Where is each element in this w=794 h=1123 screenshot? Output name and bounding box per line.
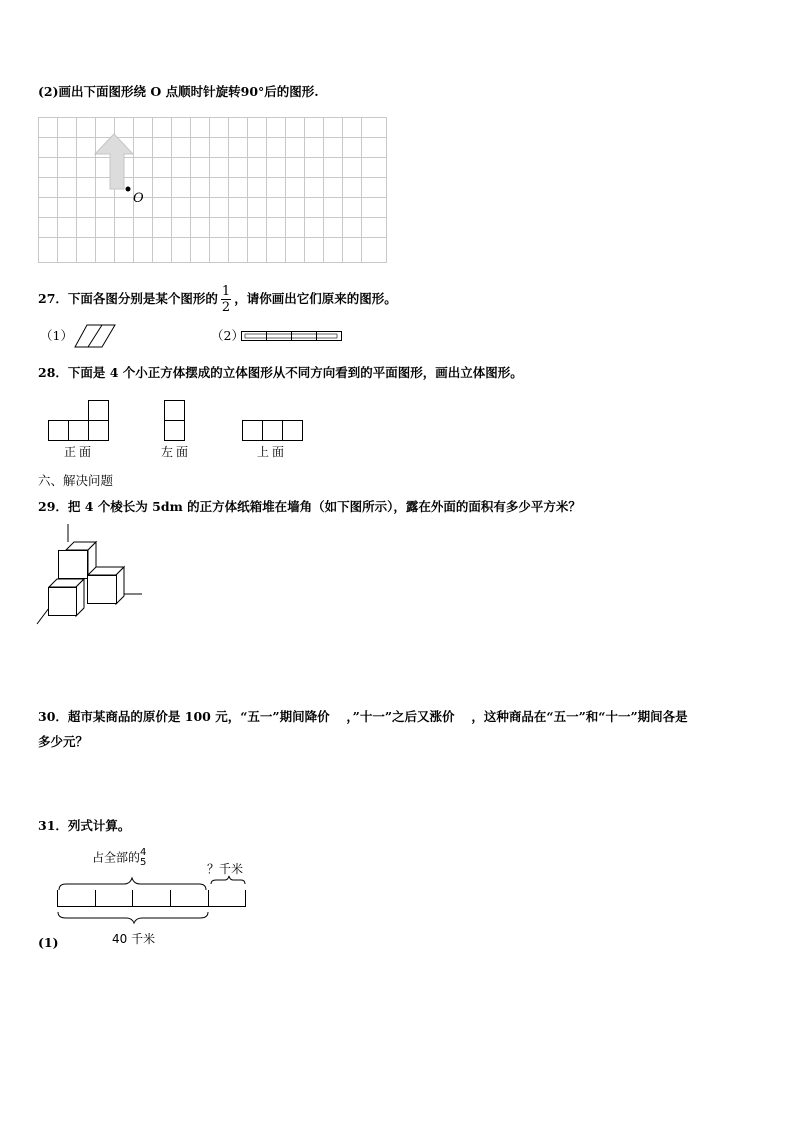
- q27-text: [38, 284, 397, 315]
- q31-segment-diagram: [56, 874, 250, 924]
- q31-top-label: [92, 848, 146, 868]
- q27-parallelogram: [74, 324, 116, 348]
- q28-left-label: 左面: [161, 445, 192, 459]
- q26-2-text: (2)画出下面图形绕 O 点顺时针旋转90°后的图形.: [38, 84, 319, 99]
- q30-line1: 30．超市某商品的原价是 100 元，“五一”期间降价 ，”十一”之后又涨价 ，这种商品在“五一”和“十一”期间各是: [38, 709, 688, 724]
- q28-front-view: [48, 400, 110, 442]
- q30-line2: 多少元？: [38, 734, 89, 749]
- q31-top-frac-den: 5: [140, 857, 147, 868]
- q29-text: 29．把 4 个棱长为 5dm 的正方体纸箱堆在墙角（如下图所示），露在外面的面积有多少平方米？: [38, 499, 581, 514]
- arrow-shape: [95, 134, 133, 189]
- q27-fraction: [221, 284, 231, 315]
- q31-bottom-label: 40 千米: [112, 932, 156, 946]
- q31-top-fraction: [140, 848, 146, 868]
- q28-left-view: [164, 400, 186, 442]
- q28-top-view: [242, 420, 304, 442]
- q28-top-label: 上面: [257, 445, 288, 459]
- q31-top-frac-num: 4: [140, 847, 147, 858]
- q27-prefix: 27．下面各图分别是某个图形的: [38, 291, 218, 306]
- q31-text: 31．列式计算。: [38, 818, 131, 833]
- q31-right-label: ？千米: [207, 862, 244, 876]
- q31-part-label: (1): [38, 935, 59, 950]
- q27-suffix: ，请你画出它们原来的图形。: [234, 291, 397, 306]
- q27-label-2: （2）: [211, 328, 244, 343]
- q27-strip: [241, 331, 343, 342]
- point-o-label: O: [133, 191, 144, 206]
- q27-frac-den: 2: [221, 300, 231, 315]
- q28-front-label: 正面: [64, 445, 95, 459]
- rotation-grid: [38, 117, 388, 263]
- section-6-title: 六、解决问题: [38, 473, 114, 488]
- q27-label-1: （1）: [40, 328, 73, 343]
- q28-text: 28．下面是 4 个小正方体摆成的立体图形从不同方向看到的平面图形，画出立体图形。: [38, 365, 523, 380]
- point-o-dot: [126, 187, 131, 192]
- q27-frac-num: 1: [221, 284, 231, 299]
- q29-cube-stack: [36, 520, 146, 628]
- q31-top-text: 占全部的: [92, 850, 141, 865]
